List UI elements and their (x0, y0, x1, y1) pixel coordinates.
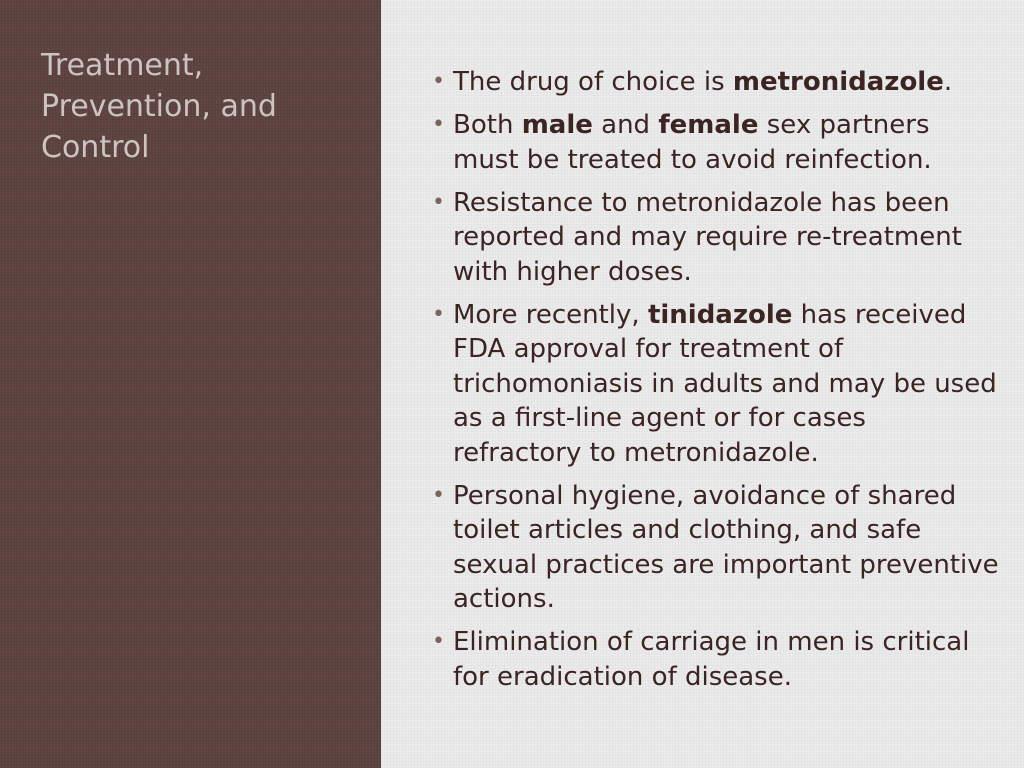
text-run: has received FDA approval for treatment of trichomoniasis in adults and may be used as a first-line agent or for cases refractory to metronidazole. (453, 299, 997, 468)
bullet-marker: • (432, 629, 445, 654)
bullet-marker: • (432, 112, 445, 137)
text-run: Elimination of carriage in men is critical for eradication of disease. (453, 627, 970, 692)
bullet-list (432, 65, 1002, 703)
bullet-text (453, 188, 962, 287)
bullet-item (432, 479, 1002, 617)
text-run: The drug of choice is (453, 67, 733, 97)
bullet-item (432, 65, 1002, 100)
text-run: Both (453, 110, 522, 140)
bullet-item (432, 625, 1002, 694)
bullet-item (432, 186, 1002, 290)
bullet-text (453, 110, 932, 175)
bullet-marker: • (432, 482, 445, 508)
bullet-text (453, 481, 999, 615)
title-panel (0, 0, 381, 768)
bullet-text (453, 627, 969, 692)
text-run: Personal hygiene, avoidance of shared toilet articles and clothing, and safe sexual practices are important preventive actions. (453, 480, 999, 614)
bold-term: metronidazole (732, 67, 944, 97)
bullet-text (453, 67, 952, 97)
bold-term: male (521, 110, 593, 140)
bold-term: tinidazole (647, 299, 793, 330)
bullet-item (432, 298, 1002, 471)
bullet-marker: • (432, 301, 445, 327)
text-run: and (592, 110, 659, 140)
bullet-text (453, 300, 997, 468)
text-run: More recently, (453, 299, 648, 330)
bullet-item (432, 108, 1002, 177)
bold-term: female (658, 110, 759, 140)
text-run: . (943, 67, 953, 97)
slide-title: Treatment, Prevention, and Control (41, 48, 277, 165)
text-run: sex partners must be treated to avoid reinfection. (453, 110, 932, 175)
bullet-marker: • (432, 69, 445, 94)
text-run: Resistance to metronidazole has been reported and may require re-treatment with higher doses. (453, 187, 962, 287)
bullet-marker: • (432, 189, 445, 215)
